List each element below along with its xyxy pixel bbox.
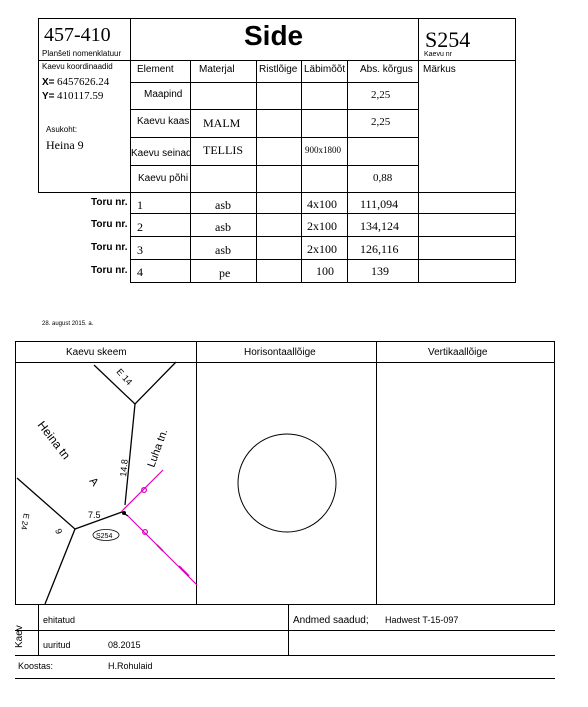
pipe-label: Toru nr. (91, 219, 128, 230)
well-tag-label: S254 (96, 533, 113, 540)
footer-side-label: Kaev (14, 625, 25, 648)
footer-author-label: Koostas: (18, 661, 54, 671)
row-diameter: 900x1800 (305, 145, 341, 155)
pipe-num: 1 (137, 198, 143, 212)
row-element: Kaevu seinad (131, 148, 192, 159)
col-element: Element (137, 64, 174, 75)
pipe-label: Toru nr. (91, 242, 128, 253)
map-label-148: 14.8 (118, 458, 130, 478)
pipe-diameter: 2x100 (307, 219, 337, 233)
col-height: Abs. kõrgus (360, 64, 413, 75)
pipe-height: 126,116 (360, 242, 399, 256)
x-label: X= (42, 77, 55, 88)
row-height: 2,25 (371, 116, 391, 128)
col-notes: Märkus (423, 64, 456, 75)
footer-built-label: ehitatud (43, 615, 76, 625)
page-title: Side (244, 20, 304, 51)
pipe-material: pe (219, 266, 231, 280)
row-element: Kaevu põhi (138, 173, 189, 184)
col-section: Ristlõige (259, 64, 298, 75)
row-element: Maapind (144, 89, 183, 100)
pipe-diameter: 4x100 (307, 197, 337, 211)
vertical-section-title: Vertikaallõige (428, 347, 488, 358)
footer-surveyed-label: uuritud (43, 640, 71, 650)
pipe-diameter: 100 (316, 264, 334, 278)
row-height: 2,25 (371, 89, 391, 101)
x-value: 6457626.24 (57, 76, 110, 88)
map-label-e14: E 14 (114, 366, 135, 388)
map-label-9: 9 (53, 527, 65, 536)
street-heina-label: Heina tn (34, 418, 74, 463)
pipe-material: asb (215, 243, 231, 257)
coords-label: Kaevu koordinaadid (42, 62, 113, 71)
street-luha-label: Luha tn. (145, 427, 171, 470)
y-label: Y= (42, 91, 55, 102)
pipe-height: 111,094 (360, 197, 399, 211)
pipe-num: 3 (137, 243, 143, 257)
pipe-diameter: 2x100 (307, 242, 337, 256)
footer-author-value: H.Rohulaid (108, 661, 153, 671)
row-material: TELLIS (203, 143, 243, 157)
well-id: S254 (425, 27, 471, 52)
row-material: MALM (203, 116, 241, 130)
pipe-num: 4 (137, 265, 143, 279)
well-id-label: Kaevu nr (424, 51, 453, 58)
location-value: Heina 9 (46, 138, 84, 152)
plan-title: Kaevu skeem (66, 347, 127, 358)
map-label-a: A (86, 475, 101, 489)
map-label-e24: E 24 (19, 512, 31, 531)
col-material: Materjal (199, 64, 235, 75)
row-height: 0,88 (373, 172, 393, 184)
footer-surveyed-value: 08.2015 (108, 640, 141, 650)
date-note: 28. august 2015. a. (42, 321, 94, 327)
horizontal-section-title: Horisontaallõige (244, 347, 316, 358)
col-diameter: Läbimõõt (304, 64, 346, 75)
row-element: Kaevu kaas (137, 116, 190, 127)
sheet-number: 457-410 (44, 24, 111, 46)
y-value: 410117.59 (57, 90, 104, 102)
footer-data-value: Hadwest T-15-097 (385, 615, 459, 625)
pipe-material: asb (215, 220, 231, 234)
footer-data-label: Andmed saadud; (293, 615, 369, 626)
sheet-number-label: Planšeti nomenklatuur (42, 49, 122, 58)
location-label: Asukoht: (46, 125, 78, 134)
pipe-num: 2 (137, 220, 143, 234)
pipe-height: 139 (371, 264, 389, 278)
map-label-75: 7.5 (88, 510, 101, 520)
pipe-label: Toru nr. (91, 197, 128, 208)
pipe-height: 134,124 (360, 219, 399, 233)
pipe-material: asb (215, 198, 231, 212)
pipe-label: Toru nr. (91, 265, 128, 276)
